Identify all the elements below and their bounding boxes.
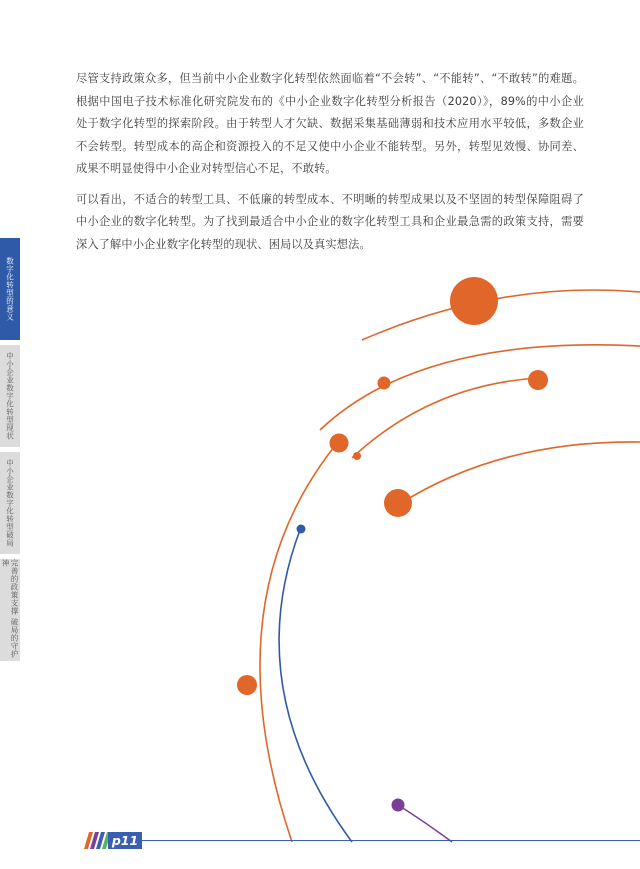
body-paragraph-1: 尽管支持政策众多，但当前中小企业数字化转型依然面临着“不会转”、“不能转”、“不敢转”的难题。根据中国电子技术标准化研究院发布的《中小企业数字化转型分析报告（2020）》，89%的中小企业处于数字化转型的探索阶段。由于转型人才欠缺、数据采集基础薄弱和技术应用水平较低，多数企业不会转型。转型成本的高企和资源投入的不足又使中小企业不能转型。另外，转型见效慢、协同差、成果不明显使得中小企业对转型信心不足，不敢转。	[76, 72, 584, 175]
page-number: p11	[108, 832, 142, 849]
orbit-dot	[392, 799, 405, 812]
sidebar-tab-label: 完善的政策支撑 破局的守护神	[1, 559, 19, 658]
orbit-arc	[362, 290, 640, 340]
body-paragraph-2: 可以看出，不适合的转型工具、不低廉的转型成本、不明晰的转型成果以及不坚固的转型保障阻碍了中小企业的数字化转型。为了找到最适合中小企业的数字化转型工具和企业最急需的政策支持，需要深入了解中小企业数字化转型的现状、困局以及真实想法。	[76, 192, 584, 251]
sidebar-tab-label: 中小企业数字化转型破局	[5, 459, 15, 547]
orbit-arc	[398, 805, 452, 842]
footer-divider	[142, 840, 640, 841]
orbit-dot	[330, 434, 349, 453]
orbit-dot	[297, 525, 306, 534]
footer-stripes	[80, 832, 110, 849]
orbit-dot	[450, 277, 498, 325]
orbit-dot	[237, 675, 257, 695]
orbit-arc	[352, 378, 538, 458]
orbit-dot	[353, 452, 361, 460]
orbit-dot	[528, 370, 548, 390]
sidebar-tab-label: 数字化转型的意义	[5, 257, 15, 321]
sidebar-tab-label: 中小企业数字化转型现状	[5, 352, 15, 440]
orbit-dot	[384, 489, 412, 517]
orbit-arc	[260, 442, 338, 842]
orbit-dot	[378, 377, 391, 390]
orbit-arc	[279, 530, 352, 842]
orbit-arc	[398, 442, 640, 505]
